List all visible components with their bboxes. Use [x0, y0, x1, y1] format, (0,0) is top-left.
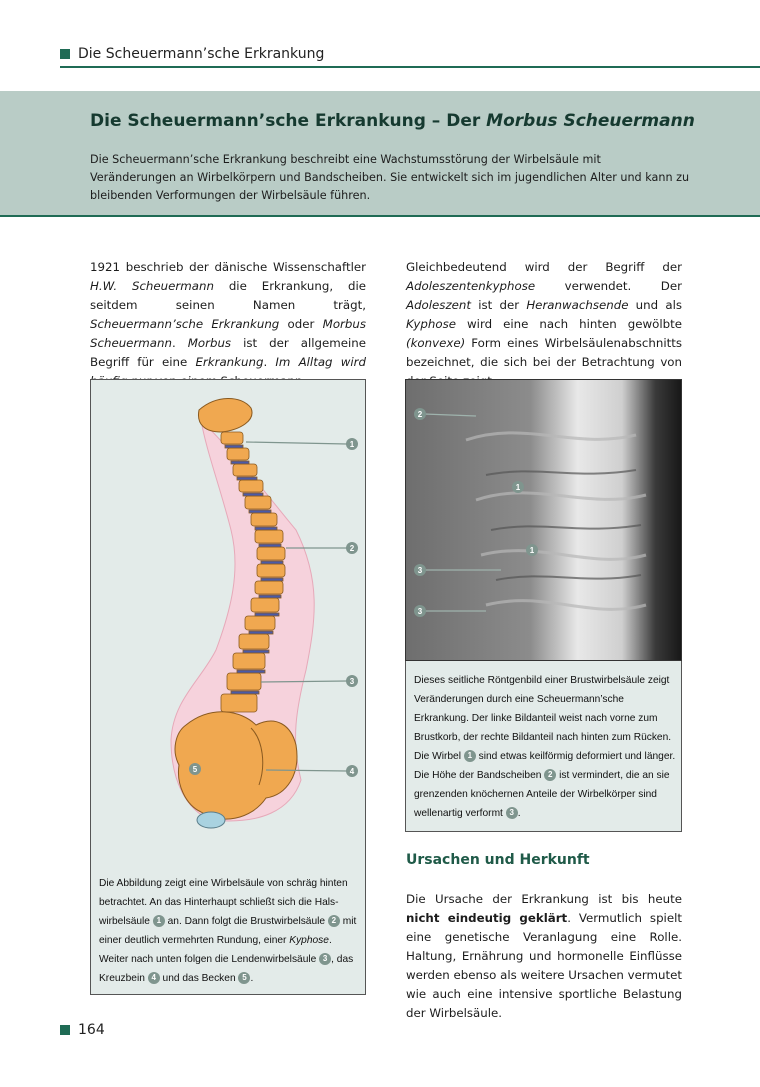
- running-title: Die Scheuermann’sche Erkrankung: [78, 46, 325, 62]
- spine-figure: [90, 379, 366, 995]
- spine-illustration: [91, 380, 367, 870]
- xray-marker: 1: [515, 483, 521, 492]
- xray-marker: 1: [529, 546, 535, 555]
- spine-marker: 3: [349, 677, 355, 686]
- xray-image: [405, 379, 682, 661]
- section-paragraph: Die Ursache der Erkrankung ist bis heute nicht eindeutig geklärt. Vermutlich spielt eine genetische Veranlagung eine Rolle. Haltung, Ernährung und hormonelle Einflüsse werden ebenso als weitere Ursachen vermutet wie auch eine intensive sportliche Belastung der Wirbelsäule.: [406, 892, 682, 1020]
- right-paragraph: Gleichbedeutend wird der Begriff der Adoleszentenkyphose verwendet. Der Adoleszent ist der Heranwachsende und als Kyphose wird eine nach hinten gewölbte (konvexe) Form eines Wirbelsäulenabschnitts bezeichnet, die sich bei der Betrachtung von: [406, 260, 682, 369]
- spine-marker: 1: [349, 440, 355, 449]
- spine-marker: 5: [192, 765, 198, 774]
- page-number: 164: [78, 1022, 105, 1038]
- section-heading: Ursachen und Herkunft: [406, 852, 590, 868]
- left-paragraph: 1921 beschrieb der dänische Wissenschaftler H.W. Scheuermann die Erkrankung, die seitdem seinen Namen trägt, Scheuermann’sche Erkrankung oder Morbus Scheuermann. Morbus ist der allgemeine Begriff für eine Erkrankung. Im Alltag wird: [90, 260, 367, 369]
- spine-marker: 2: [349, 544, 355, 553]
- xray-caption-box: [405, 661, 682, 832]
- footer-square-icon: [60, 1025, 70, 1035]
- running-header: [60, 46, 324, 62]
- xray-marker: 3: [417, 607, 423, 616]
- intro-text: Die Scheuermann’sche Erkrankung beschreibt eine Wachstumsstörung der Wirbelsäule mit Veränderungen an Wirbelkörpern und Bandscheiben. Sie entwickelt sich im jugendlichen Alter und kann zu bleibenden Verformungen der Wirbelsäule führen.: [90, 153, 690, 202]
- header-rule: [60, 66, 760, 68]
- spine-marker: 4: [349, 767, 355, 776]
- header-square-icon: [60, 49, 70, 59]
- title-band: [0, 91, 760, 217]
- xray-marker: 2: [417, 410, 423, 419]
- spine-caption: Die Abbildung zeigt eine Wirbelsäule von schräg hinten betrachtet. An das Hinterhaupt schließt sich die Halswirbelsäule 1 an. Dann folgt die Brustwirbelsäule 2 mit einer deutlich vermehrten Rundung, einer Kyphose. Weiter nach unten folgen die Lendenwirbelsäule 3 , das Kreuzbein 4 und das Becken 5 .: [99, 878, 357, 984]
- xray-marker: 3: [417, 566, 423, 575]
- xray-caption: Dieses seitliche Röntgenbild einer Brustwirbelsäule zeigt Veränderungen durch eine Scheuermann’sche Erkrankung. Der linke Bildanteil weist nach vorne zum Brustkorb, der rechte Bildanteil nach hinten zum Rücken. Die Wirbel 1 sind etwas keilförmig deformiert und länger. Die Höhe der Bandscheiben 2 ist vermindert, die an sie grenzenden knöchernen Anteile der Wirbelkörper sind wellenartig verformt 3 .: [414, 675, 676, 819]
- page-title: Die Scheuermann’sche Erkrankung – Der Morbus Scheuermann: [90, 111, 695, 131]
- page-footer: [60, 1022, 105, 1038]
- xray-illustration: [406, 380, 682, 661]
